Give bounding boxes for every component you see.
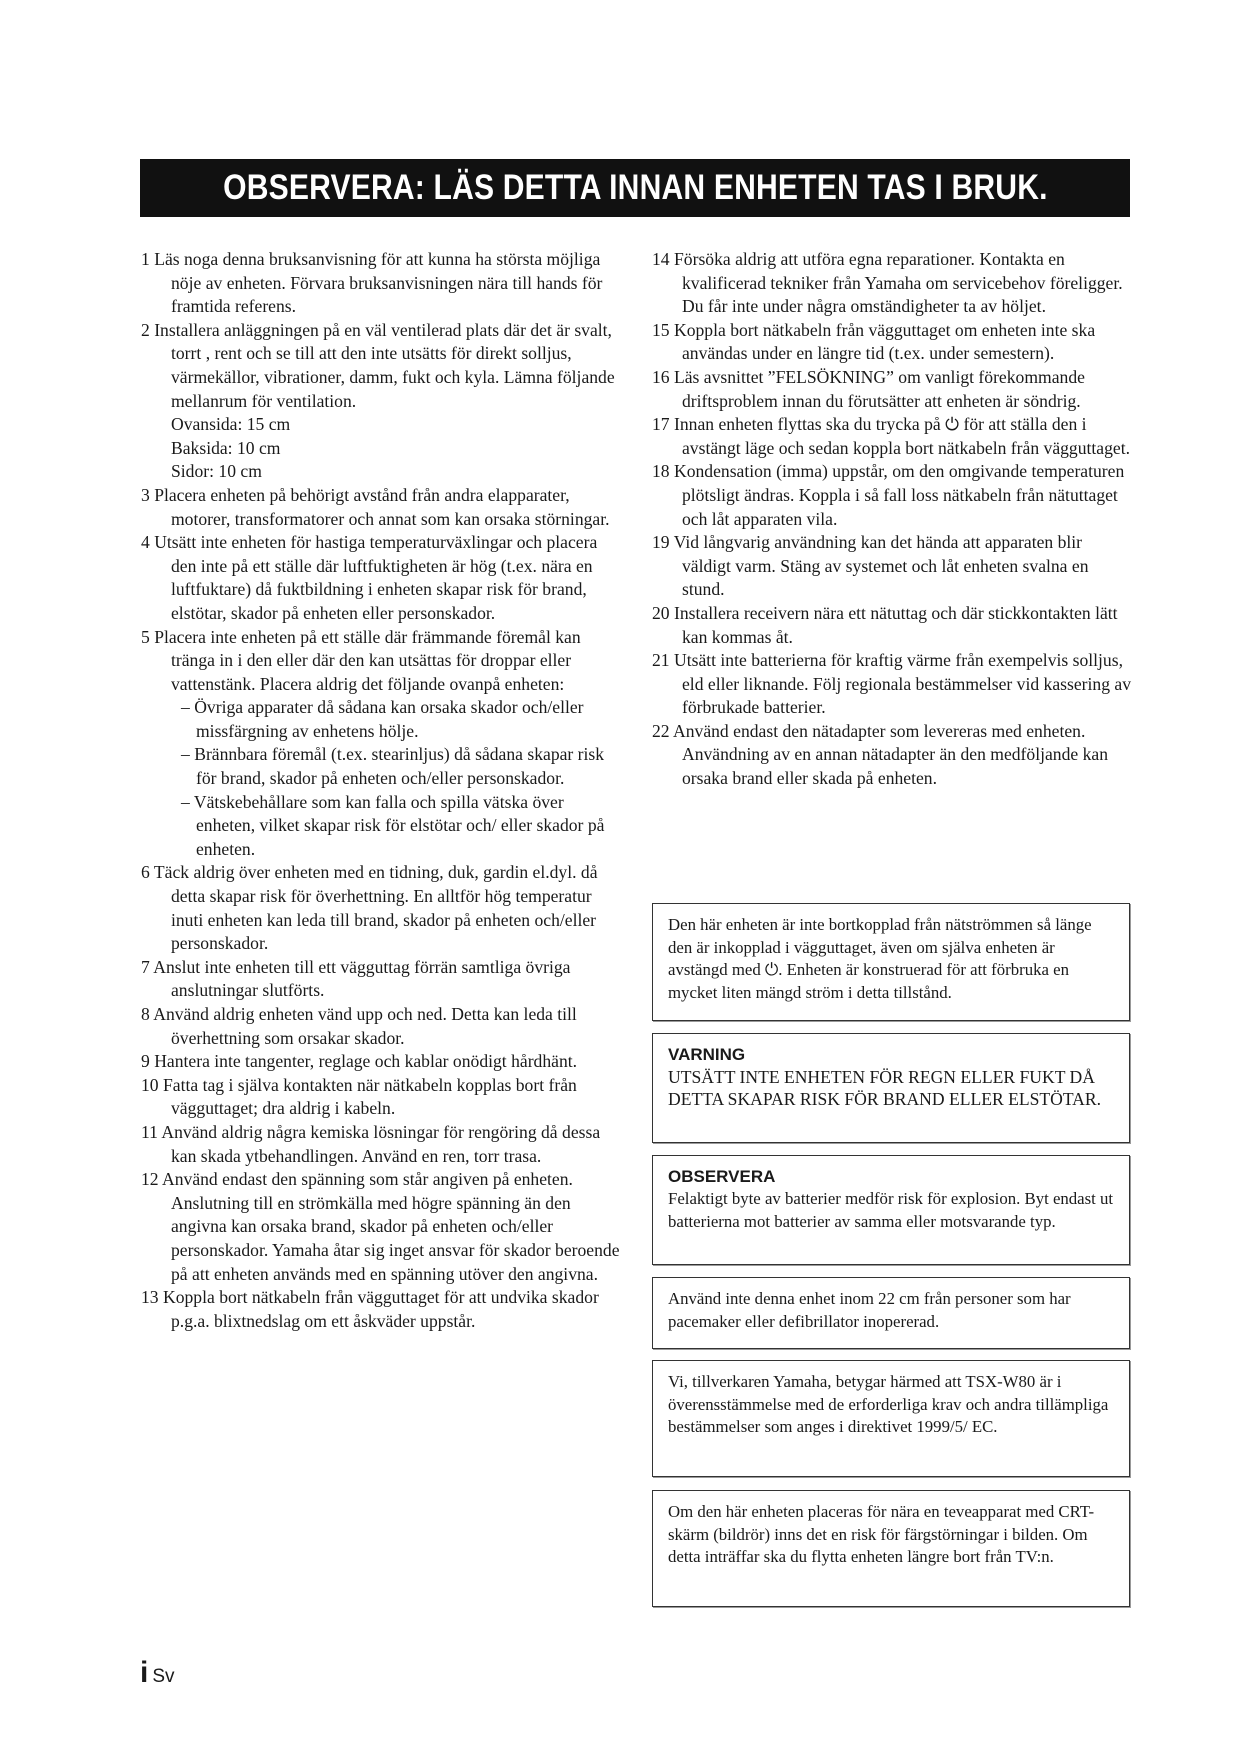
item-text: Koppla bort nätkabeln från vägguttaget om enheten inte ska användas under en längre tid (t.ex. under semestern).: [674, 319, 1096, 364]
pacemaker-notice-text: Använd inte denna enhet inom 22 cm från personer som har pacemaker eller defibrillator inopererad.: [668, 1289, 1071, 1331]
pacemaker-notice-box: [652, 1277, 1130, 1349]
clearance-value: Ovansida: 15 cm: [171, 414, 291, 435]
left-column: [141, 248, 621, 1333]
item-number: 12: [141, 1169, 159, 1190]
item-text: Utsätt inte enheten för hastiga temperaturväxlingar och placera den inte på ett ställe där luftfuktigheten är hög (t.ex. nära en luftfuktare) då fuktbildning i enheten skapar risk för brand, elstötar, skador på enheten eller personskador.: [154, 532, 598, 623]
numbered-item: [141, 626, 621, 697]
numbered-item: [141, 1050, 621, 1074]
item-number: 14: [652, 249, 670, 269]
item-text: Hantera inte tangenter, reglage och kablar onödigt hårdhänt.: [154, 1051, 578, 1072]
item-number: 8: [141, 1004, 150, 1024]
item-number: 6: [141, 862, 150, 883]
crt-notice-text: Om den här enheten placeras för nära en teveapparat med CRT-skärm (bildrör) inns det en risk för färgstörningar i bilden. Om detta inträffar ska du flytta enheten längre bort från TV:n.: [668, 1502, 1095, 1566]
page-footer: [140, 1656, 175, 1690]
item-number: 3: [141, 484, 150, 505]
numbered-item: [141, 1003, 621, 1050]
item-text: Anslut inte enheten till ett vägguttag förrän samtliga övriga anslutningar slutförts.: [153, 956, 571, 1001]
item-number: 7: [141, 956, 150, 977]
item-number: 13: [141, 1287, 159, 1308]
numbered-item: [652, 602, 1132, 649]
warning-text: UTSÄTT INTE ENHETEN FÖR REGN ELLER FUKT DÅ DETTA SKAPAR RISK FÖR BRAND ELLER ELSTÖTAR.: [668, 1067, 1101, 1109]
numbered-item: [141, 1168, 621, 1286]
item-text: Innan enheten flyttas ska du trycka på ⏻ för att ställa den i avstängt läge och sedan koppla bort nätkabeln från vägguttaget.: [674, 414, 1130, 458]
dash-list-item: – Vätskebehållare som kan falla och spilla vätska över enheten, vilket skapar risk för elstötar och/ eller skador på enheten.: [181, 791, 605, 859]
numbered-item: [141, 1286, 621, 1333]
numbered-item: [652, 366, 1132, 413]
caution-heading: OBSERVERA: [668, 1167, 776, 1186]
numbered-item: [652, 649, 1132, 720]
numbered-item: [652, 413, 1132, 460]
dash-list-item: – Brännbara föremål (t.ex. stearinljus) då sådana skapar risk för brand, skador på enheten och/eller personskador.: [181, 744, 605, 789]
declaration-text: Vi, tillverkaren Yamaha, betygar härmed att TSX-W80 är i överensstämmelse med de erforderliga krav och andra tillämpliga bestämmelser som anges i direktivet 1999/5/ EC.: [668, 1372, 1109, 1436]
numbered-item: [652, 319, 1132, 366]
numbered-item: [652, 460, 1132, 531]
numbered-item: [652, 720, 1132, 791]
item-text: Försöka aldrig att utföra egna reparationer. Kontakta en kvalificerad tekniker från Yamaha om servicebehov föreligger. Du får inte under några omständigheter ta av höljet.: [674, 249, 1123, 317]
item-number: 15: [652, 319, 670, 340]
item-number: 11: [141, 1121, 158, 1142]
item-number: 4: [141, 532, 150, 553]
standby-notice-box: [652, 903, 1130, 1021]
numbered-item: [652, 248, 1132, 319]
right-column: [652, 248, 1132, 791]
item-text: Läs avsnittet ”FELSÖKNING” om vanligt förekommande driftsproblem innan du förutsätter att enheten är söndrig.: [674, 366, 1085, 411]
item-text: Koppla bort nätkabeln från vägguttaget för att undvika skador p.g.a. blixtnedslag om ett åskväder uppstår.: [163, 1287, 599, 1331]
numbered-item: [141, 531, 621, 625]
item-text: Kondensation (imma) uppstår, om den omgivande temperaturen plötsligt ändras. Koppla i så fall loss nätkabeln från nätuttaget och låt apparaten vila.: [674, 461, 1125, 529]
item-text: Placera inte enheten på ett ställe där främmande föremål kan tränga in i den eller där den kan utsättas för droppar eller vattenstänk. Placera aldrig det följande ovanpå enheten:: [154, 626, 581, 694]
numbered-item: [141, 1074, 621, 1121]
item-text: Använd aldrig några kemiska lösningar för rengöring då dessa kan skada ytbehandlingen. Använd en ren, torr trasa.: [161, 1121, 601, 1166]
item-text: Läs noga denna bruksanvisning för att kunna ha största möjliga nöje av enheten. Förvara bruksanvisningen nära till hands för framtida referens.: [154, 249, 603, 317]
item-text: Vid långvarig användning kan det hända att apparaten blir väldigt varm. Stäng av systemet och låt enheten svalna en stund.: [673, 532, 1089, 600]
standby-notice-text: Den här enheten är inte bortkopplad från nätströmmen så länge den är inkopplad i vägguttaget, även om själva enheten är avstängd med ⏻. Enheten är konstruerad för att förbruka en mycket liten mängd ström i detta tillstånd.: [668, 915, 1092, 1002]
item-text: Använd endast den spänning som står angiven på enheten. Anslutning till en strömkälla med högre spänning än den angivna kan orsaka brand, skador på enheten och/eller personskador. Yamaha åtar sig inget ansvar för skador beroende på att enheten används med en spänning utöver den angivna.: [162, 1169, 620, 1284]
item-text: Använd aldrig enheten vänd upp och ned. Detta kan leda till överhettning som orsakar skador.: [153, 1004, 577, 1048]
numbered-item: [652, 531, 1132, 602]
crt-notice-box: [652, 1490, 1130, 1607]
declaration-box: [652, 1360, 1130, 1477]
item-number: 9: [141, 1051, 150, 1072]
item-number: 16: [652, 366, 670, 387]
item-number: 5: [141, 626, 150, 647]
item-number: 10: [141, 1074, 159, 1095]
warning-heading: VARNING: [668, 1045, 746, 1064]
item-text: Installera anläggningen på en väl ventilerad plats där det är svalt, torrt , rent och se till att den inte utsätts för direkt solljus, värmekällor, vibrationer, damm, fukt och kyla. Lämna följande mellanrum för ventilation.: [154, 319, 615, 411]
language-code: Sv: [152, 1666, 175, 1687]
numbered-item: [141, 861, 621, 955]
item-number: 20: [652, 602, 670, 623]
item-text: Täck aldrig över enheten med en tidning, duk, gardin el.dyl. då detta skapar risk för överhettning. En alltför hög temperatur inuti enheten kan leda till brand, skador på enheten och/eller personskador.: [153, 862, 598, 954]
numbered-item: [141, 484, 621, 531]
item-number: 18: [652, 461, 670, 482]
item-text: Placera enheten på behörigt avstånd från andra elapparater, motorer, transformatorer och annat som kan orsaka störningar.: [154, 484, 610, 529]
item-number: 21: [652, 650, 670, 671]
item-number: 2: [141, 319, 150, 340]
item-number: 19: [652, 532, 670, 553]
page-number: i: [140, 1656, 149, 1689]
clearance-value: Sidor: 10 cm: [171, 461, 262, 482]
numbered-item: [141, 248, 621, 319]
item-text: Fatta tag i själva kontakten när nätkabeln kopplas bort från vägguttaget; dra aldrig i kabeln.: [163, 1074, 577, 1119]
item-number: 1: [141, 249, 150, 269]
caution-text: Felaktigt byte av batterier medför risk för explosion. Byt endast ut batterierna mot batterier av samma eller motsvarande typ.: [668, 1189, 1114, 1231]
item-number: 17: [652, 414, 670, 435]
numbered-item: [141, 319, 621, 413]
item-text: Använd endast den nätadapter som levereras med enheten. Användning av en annan nätadapter än den medföljande kan orsaka brand eller skada på enheten.: [673, 720, 1108, 789]
item-number: 22: [652, 720, 670, 741]
item-text: Installera receivern nära ett nätuttag och där stickkontakten lätt kan kommas åt.: [674, 602, 1118, 647]
numbered-item: [141, 1121, 621, 1168]
item-text: Utsätt inte batterierna för kraftig värme från exempelvis solljus, eld eller liknande. Följ regionala bestämmelser vid kassering av förbrukade batterier.: [674, 650, 1131, 718]
warning-box: [652, 1033, 1130, 1143]
page-title: OBSERVERA: LÄS DETTA INNAN ENHETEN TAS I BRUK.: [140, 159, 1130, 217]
caution-box: [652, 1155, 1130, 1265]
clearance-value: Baksida: 10 cm: [171, 437, 281, 458]
dash-list-item: – Övriga apparater då sådana kan orsaka skador och/eller missfärgning av enhetens hölje.: [181, 697, 584, 741]
numbered-item: [141, 956, 621, 1003]
